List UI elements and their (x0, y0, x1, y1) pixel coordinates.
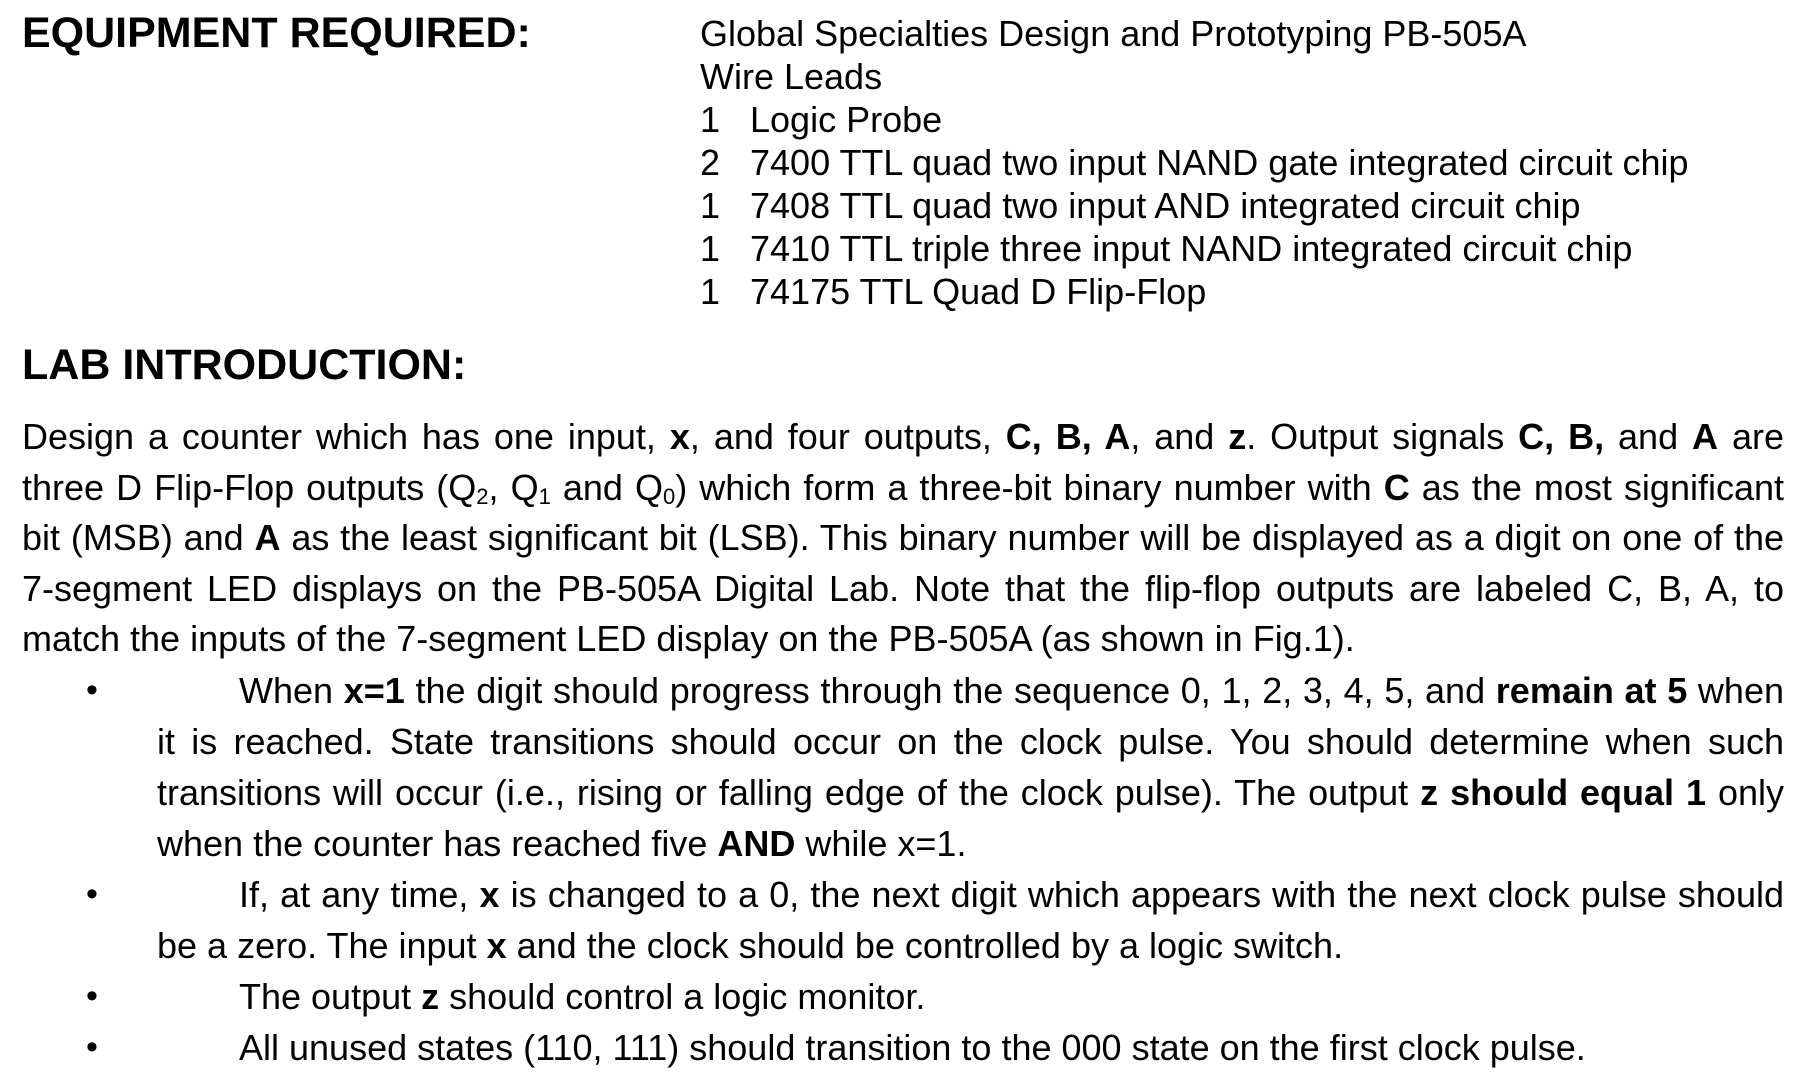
equipment-item-text: 7400 TTL quad two input NAND gate integrated circuit chip (750, 142, 1689, 183)
equipment-item-qty: 1 (700, 228, 721, 269)
equipment-item-text: Logic Probe (750, 99, 943, 140)
lab-introduction-heading: LAB INTRODUCTION: (22, 341, 467, 389)
bullet-text: the digit should progress through the sequence 0, 1, 2, 3, 4, 5, and (404, 670, 1496, 711)
requirements-list (0, 665, 1798, 1073)
intro-text: , Q (488, 466, 539, 508)
equipment-item (700, 270, 1689, 313)
bullet-text: When (239, 670, 344, 711)
bullet-text: The output (239, 976, 422, 1017)
equipment-item-text: Wire Leads (700, 56, 883, 97)
bullet-item (0, 869, 1784, 971)
equipment-item-qty: 1 (700, 271, 721, 312)
equipment-item-qty: 2 (700, 142, 721, 183)
equipment-item-text: 7408 TTL quad two input AND integrated circuit chip (750, 185, 1581, 226)
equipment-heading: EQUIPMENT REQUIRED: (22, 9, 531, 57)
bullet-text: while x=1. (795, 823, 967, 864)
bullet-bold: AND (717, 823, 796, 864)
bullet-text: should control a logic monitor. (439, 976, 926, 1017)
bullet-text: and the clock should be controlled by a logic switch. (506, 925, 1344, 966)
bullet-icon: • (86, 977, 98, 1015)
bullet-text: only when the counter has reached five (157, 772, 1785, 864)
bullet-bold: x (479, 874, 500, 915)
intro-text: , and (1130, 416, 1229, 457)
intro-text: and (1604, 416, 1693, 457)
bullet-item (0, 971, 1784, 1022)
equipment-item-text: Global Specialties Design and Prototyping PB-505A (700, 13, 1527, 54)
subscript-0: 0 (662, 483, 676, 509)
bullet-text: is changed to a 0, the next digit which appears with the next clock pulse should be a zero. The input (157, 874, 1784, 966)
intro-text: and Q (550, 466, 663, 508)
bullet-bold: z (421, 976, 440, 1017)
subscript-1: 1 (538, 483, 551, 509)
intro-text: are three D Flip-Flop outputs (Q (22, 416, 1784, 508)
equipment-item-text: 7410 TTL triple three input NAND integrated circuit chip (750, 228, 1633, 269)
intro-bold-z: z (1228, 416, 1247, 457)
intro-text: . Output signals (1246, 416, 1519, 457)
equipment-list (700, 12, 1689, 313)
bullet-bold: z should equal 1 (1420, 772, 1707, 813)
equipment-item (700, 141, 1689, 184)
equipment-item-qty: 1 (700, 99, 721, 140)
intro-bold-c: C (1383, 466, 1410, 508)
intro-bold-cba: C, B, A (1005, 416, 1131, 457)
equipment-item (700, 55, 1689, 98)
bullet-item (0, 1022, 1784, 1073)
bullet-bold: remain at 5 (1495, 670, 1688, 711)
intro-bold-cb: C, B, (1518, 416, 1605, 457)
intro-text: , and four outputs, (689, 416, 1006, 457)
bullet-text: If, at any time, (239, 874, 480, 915)
equipment-item (700, 184, 1689, 227)
bullet-text: when it is reached. State transitions should occur on the clock pulse. You should determine when such transitions will occur (i.e., rising or falling edge of the clock pulse). The output (157, 670, 1784, 813)
intro-text: Design a counter which has one input, (22, 416, 670, 457)
intro-text: as the most significant bit (MSB) and (22, 466, 1785, 558)
introduction-paragraph (22, 412, 1784, 665)
subscript-2: 2 (476, 483, 489, 509)
bullet-bold: x (486, 925, 507, 966)
bullet-icon: • (86, 875, 98, 913)
bullet-text: All unused states (110, 111) should transition to the 000 state on the first clock pulse. (239, 1027, 1586, 1068)
bullet-item (0, 665, 1784, 869)
equipment-item (700, 227, 1689, 270)
intro-text: as the least significant bit (LSB). This binary number will be displayed as a digit on one of the 7-segment LED displays on the PB-505A Digital Lab. Note that the flip-flop outputs are labeled C, B, A, to match the inputs of the 7-segment LED display on the PB-505A (as shown in Fig.1). (22, 517, 1784, 659)
equipment-item (700, 98, 1689, 141)
intro-text: ) which form a three-bit binary number with (675, 466, 1384, 508)
bullet-icon: • (86, 1028, 98, 1066)
intro-bold-a: A (1692, 416, 1719, 457)
equipment-item (700, 12, 1689, 55)
intro-bold-a-lsb: A (254, 517, 281, 558)
bullet-icon: • (86, 671, 98, 709)
intro-bold-x: x (669, 416, 690, 457)
equipment-item-text: 74175 TTL Quad D Flip-Flop (750, 271, 1207, 312)
equipment-item-qty: 1 (700, 185, 721, 226)
bullet-bold: x=1 (343, 670, 405, 711)
